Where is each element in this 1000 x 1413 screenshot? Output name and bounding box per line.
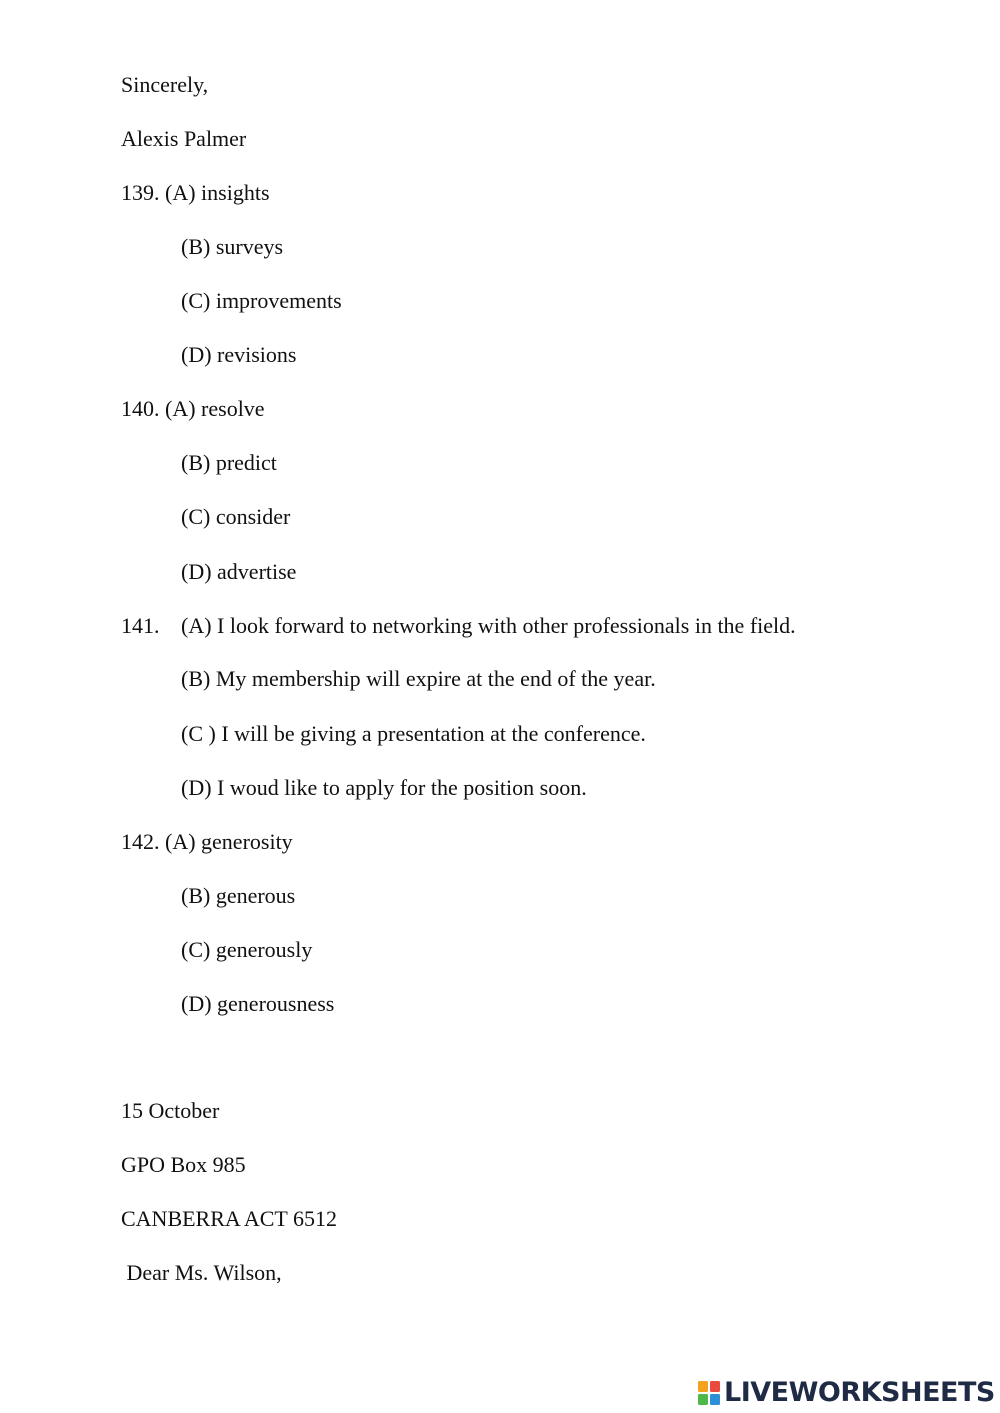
answer-option: (D) advertise	[181, 559, 297, 584]
liveworksheets-logo	[698, 1378, 995, 1408]
answer-option: (D) I woud like to apply for the position soon.	[181, 775, 587, 800]
liveworksheets-mark-icon	[698, 1381, 720, 1405]
answer-option: (C) consider	[181, 504, 291, 529]
letter-address-line-2: CANBERRA ACT 6512	[121, 1206, 337, 1231]
liveworksheets-brand-text: LIVEWORKSHEETS	[724, 1377, 995, 1408]
closing-sign-off: Sincerely,	[121, 72, 209, 97]
answer-option: (B) surveys	[181, 234, 284, 259]
answer-option: (A) I look forward to networking with other professionals in the field.	[181, 613, 796, 638]
question-number: 141.	[121, 613, 160, 638]
question-number: 139.	[121, 180, 160, 205]
question-140-first-line	[121, 396, 265, 422]
letter-date: 15 October	[121, 1098, 220, 1123]
answer-option: (D) generousness	[181, 991, 335, 1016]
letter-salutation: Dear Ms. Wilson,	[121, 1260, 282, 1285]
answer-option: (B) generous	[181, 883, 296, 908]
question-142-first-line	[121, 829, 293, 855]
closing-signer: Alexis Palmer	[121, 126, 247, 151]
answer-option: (A) generosity	[165, 829, 293, 854]
answer-option: (B) My membership will expire at the end of the year.	[181, 666, 656, 691]
answer-option: (A) resolve	[165, 396, 265, 421]
question-141-first-line	[121, 613, 796, 639]
answer-option: (A) insights	[165, 180, 270, 205]
question-number: 140.	[121, 396, 160, 421]
answer-option: (B) predict	[181, 450, 277, 475]
answer-option: (C) generously	[181, 937, 313, 962]
question-139-first-line	[121, 180, 270, 206]
answer-option: (C) improvements	[181, 288, 342, 313]
answer-option: (C ) I will be giving a presentation at the conference.	[181, 721, 646, 746]
letter-address-line-1: GPO Box 985	[121, 1152, 246, 1177]
question-number: 142.	[121, 829, 160, 854]
answer-option: (D) revisions	[181, 342, 297, 367]
